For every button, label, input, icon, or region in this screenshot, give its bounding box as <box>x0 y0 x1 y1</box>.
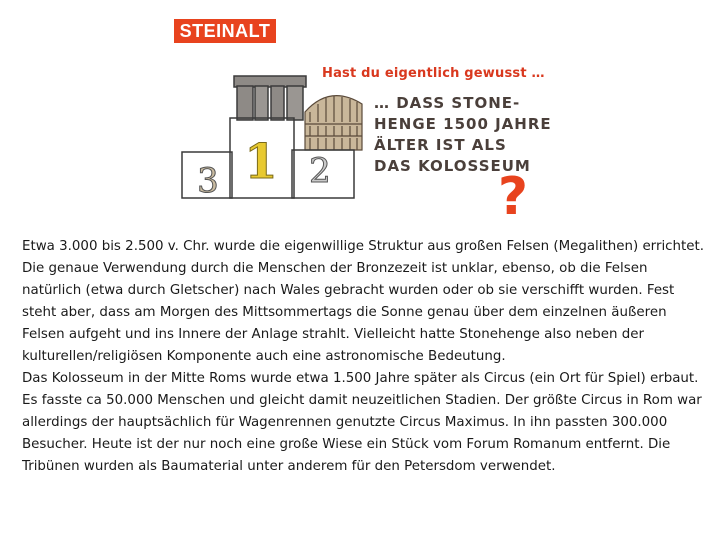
paragraph-colosseum: Das Kolosseum in der Mitte Roms wurde etwa 1.500 Jahre später als Circus (ein Ort für Spiel) erbaut. Es fasste ca 50.000 Menschen und gleicht damit neuzeitlichen Stadien. Der größte Circus in Rom war allerdings der hauptsächlich für Wagenrennen genutzte Circus Maximus. In ihn passten 300.000 Besucher. Heute ist der nur noch eine große Wiese ein Stück vom Forum Romanum entfernt. Die Tribünen wurden als Baumaterial unter anderem für den Petersdom verwendet. <box>22 371 702 474</box>
podium-number-third: 3 <box>197 161 219 201</box>
hand-line-2: HENGE 1500 JAHRE <box>374 115 552 133</box>
hand-line-1: … DASS STONE- <box>374 94 521 112</box>
question-mark-icon: ? <box>497 167 529 227</box>
stonehenge-drawing <box>234 76 306 120</box>
podium-number-first: 1 <box>244 134 278 190</box>
hand-line-3: ÄLTER IST ALS <box>374 136 507 154</box>
podium-number-second: 2 <box>309 151 331 191</box>
paragraph-stonehenge: Etwa 3.000 bis 2.500 v. Chr. wurde die eigenwillige Struktur aus großen Felsen (Megalithen) errichtet. Die genaue Verwendung durch die Menschen der Bronzezeit ist unklar, ebenso, ob die Felsen natürlich (etwa durch Gletscher) nach Wales gebracht wurden oder ob sie verschifft wurden. Fest steht aber, dass am Morgen des Mittsommertags die Sonne genau über dem einzelnen äußeren Felsen aufgeht und ins Innere der Anlage strahlt. Vielleicht hatte Stonehenge also neben der kulturellen/religiösen Komponente auch eine astronomische Bedeutung. <box>22 239 705 364</box>
hand-line-4: DAS KOLOSSEUM <box>374 157 531 175</box>
body-text <box>22 236 706 478</box>
headline: Hast du eigentlich gewusst … <box>322 66 545 81</box>
steinalt-logo: STEINALT <box>174 19 276 43</box>
podium-illustration <box>0 0 720 230</box>
colosseum-drawing <box>305 96 362 150</box>
